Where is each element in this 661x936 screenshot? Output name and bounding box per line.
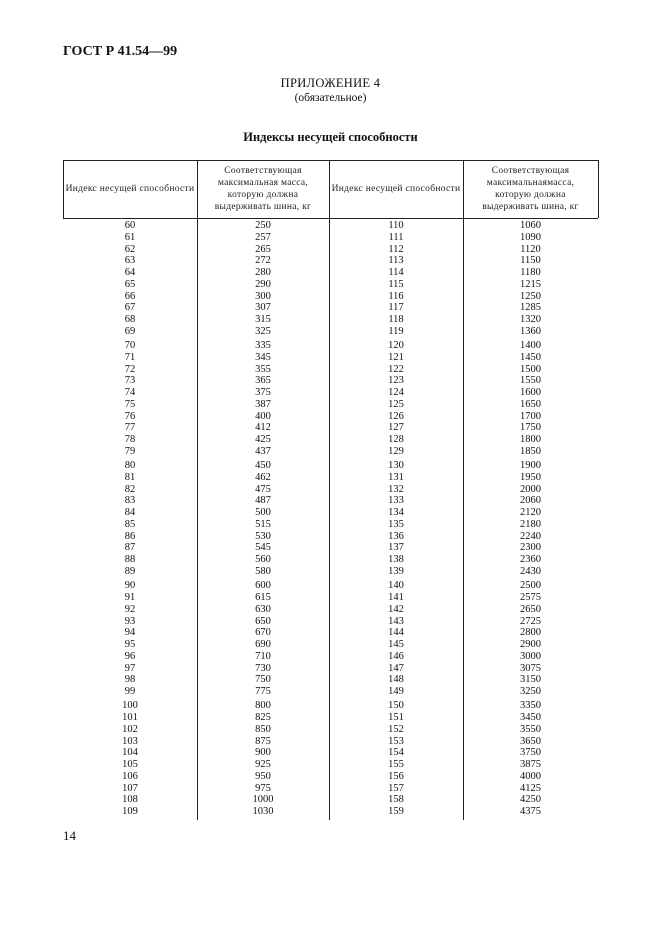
cell-load-index: 154 [388, 747, 404, 759]
cell-load-index: 100 [122, 700, 138, 712]
cell-load-index: 135 [388, 518, 404, 530]
cell-max-mass: 3075 [520, 662, 541, 674]
cell-load-index: 121 [388, 351, 404, 363]
cell-max-mass: 900 [255, 747, 271, 759]
cell-load-index: 66 [124, 290, 136, 302]
cell-max-mass: 1180 [520, 267, 541, 278]
cell-load-index: 148 [388, 674, 404, 686]
cell-load-index: 144 [388, 627, 404, 639]
cell-load-index: 108 [122, 794, 138, 806]
cell-max-mass: 1120 [520, 243, 541, 255]
table-row [63, 352, 598, 364]
cell-load-index: 88 [124, 554, 136, 566]
cell-load-index: 104 [122, 747, 138, 759]
cell-load-index: 143 [388, 615, 404, 627]
cell-max-mass: 800 [255, 700, 271, 712]
table-row [63, 507, 598, 519]
table-right-border [598, 160, 599, 218]
cell-max-mass: 475 [255, 483, 271, 495]
table-row [63, 794, 598, 806]
cell-load-index: 93 [124, 615, 136, 627]
cell-load-index: 61 [124, 231, 136, 243]
cell-max-mass: 2650 [520, 603, 541, 615]
cell-load-index: 65 [124, 278, 136, 290]
table-row [63, 806, 598, 818]
cell-max-mass: 750 [255, 674, 271, 686]
cell-load-index: 74 [124, 387, 136, 399]
cell-max-mass: 615 [255, 592, 271, 604]
cell-load-index: 112 [388, 243, 404, 255]
table-row [63, 326, 598, 338]
cell-load-index: 118 [388, 314, 404, 325]
cell-max-mass: 690 [255, 639, 271, 651]
cell-max-mass: 1030 [252, 806, 274, 818]
cell-max-mass: 1450 [520, 351, 541, 363]
table-row [63, 531, 598, 543]
cell-max-mass: 450 [255, 460, 271, 472]
cell-load-index: 102 [122, 723, 138, 735]
cell-max-mass: 1950 [520, 471, 541, 483]
cell-max-mass: 1060 [520, 220, 541, 231]
cell-load-index: 133 [388, 495, 404, 507]
table-row [63, 399, 598, 411]
cell-max-mass: 775 [255, 686, 271, 698]
cell-load-index: 79 [124, 445, 136, 457]
header-bottom-border [63, 218, 598, 219]
cell-max-mass: 365 [255, 375, 271, 387]
cell-max-mass: 1900 [520, 460, 541, 472]
cell-max-mass: 335 [255, 340, 271, 352]
cell-max-mass: 710 [255, 650, 271, 662]
cell-max-mass: 2120 [520, 507, 541, 519]
table-row [63, 592, 598, 604]
document-id: ГОСТ Р 41.54—99 [63, 44, 178, 59]
cell-load-index: 91 [124, 592, 136, 604]
table-row [63, 736, 598, 748]
cell-max-mass: 580 [255, 565, 271, 577]
cell-max-mass: 2800 [520, 627, 541, 639]
table-row [63, 724, 598, 736]
cell-max-mass: 2360 [520, 554, 541, 566]
cell-load-index: 129 [388, 445, 404, 457]
cell-max-mass: 1700 [520, 410, 541, 422]
cell-max-mass: 1320 [520, 314, 541, 325]
page-number: 14 [63, 828, 76, 843]
cell-load-index: 75 [124, 398, 136, 410]
cell-max-mass: 530 [255, 530, 271, 542]
cell-max-mass: 3150 [520, 674, 541, 686]
cell-max-mass: 1150 [520, 255, 541, 267]
cell-max-mass: 1550 [520, 375, 541, 387]
cell-max-mass: 257 [255, 231, 271, 243]
table-row [63, 255, 598, 267]
cell-load-index: 156 [388, 770, 404, 782]
cell-max-mass: 825 [255, 712, 271, 724]
cell-load-index: 84 [124, 507, 136, 519]
table-row [63, 244, 598, 256]
cell-load-index: 67 [124, 302, 136, 314]
cell-max-mass: 2060 [520, 495, 541, 507]
cell-max-mass: 2180 [520, 518, 541, 530]
cell-load-index: 87 [124, 542, 136, 554]
cell-max-mass: 500 [255, 507, 271, 519]
table-row [63, 663, 598, 675]
cell-max-mass: 1090 [520, 231, 541, 243]
table-row [63, 651, 598, 663]
cell-load-index: 98 [124, 674, 136, 686]
cell-max-mass: 387 [255, 398, 271, 410]
cell-max-mass: 3875 [520, 759, 541, 771]
cell-max-mass: 1250 [520, 290, 541, 302]
table-row [63, 460, 598, 472]
cell-max-mass: 3750 [520, 747, 541, 759]
cell-load-index: 72 [124, 363, 136, 375]
cell-load-index: 64 [124, 267, 136, 278]
cell-max-mass: 1850 [520, 445, 541, 457]
cell-max-mass: 875 [255, 735, 271, 747]
cell-load-index: 62 [124, 243, 136, 255]
cell-max-mass: 4250 [520, 794, 541, 806]
cell-load-index: 96 [124, 650, 136, 662]
cell-max-mass: 1285 [520, 302, 541, 314]
cell-max-mass: 730 [255, 662, 271, 674]
cell-max-mass: 4000 [520, 770, 541, 782]
load-index-table [63, 160, 598, 820]
cell-max-mass: 3450 [520, 712, 541, 724]
cell-load-index: 137 [388, 542, 404, 554]
cell-max-mass: 1000 [252, 794, 274, 806]
cell-load-index: 103 [122, 735, 138, 747]
cell-load-index: 132 [388, 483, 404, 495]
cell-load-index: 85 [124, 518, 136, 530]
table-row [63, 783, 598, 795]
table-row [63, 484, 598, 496]
cell-max-mass: 1750 [520, 422, 541, 434]
cell-load-index: 139 [388, 565, 404, 577]
cell-load-index: 138 [388, 554, 404, 566]
cell-load-index: 109 [122, 806, 138, 818]
cell-load-index: 140 [388, 580, 404, 592]
table-row [63, 302, 598, 314]
cell-max-mass: 2300 [520, 542, 541, 554]
cell-load-index: 63 [124, 255, 136, 267]
column-header-mass-2: Соответствующая максимальнаямасса, которую должна выдерживать шина, кг [482, 166, 579, 212]
cell-load-index: 92 [124, 603, 136, 615]
cell-load-index: 153 [388, 735, 404, 747]
table-row [63, 771, 598, 783]
cell-load-index: 151 [388, 712, 404, 724]
table-row [63, 232, 598, 244]
cell-load-index: 77 [124, 422, 136, 434]
cell-load-index: 159 [388, 806, 404, 818]
cell-max-mass: 1600 [520, 387, 541, 399]
cell-load-index: 95 [124, 639, 136, 651]
cell-load-index: 149 [388, 686, 404, 698]
cell-max-mass: 1800 [520, 434, 541, 446]
appendix-status: (обязательное) [294, 92, 367, 104]
cell-max-mass: 925 [255, 759, 271, 771]
cell-load-index: 115 [388, 278, 404, 290]
cell-load-index: 134 [388, 507, 404, 519]
cell-load-index: 60 [124, 220, 136, 231]
cell-load-index: 107 [122, 782, 138, 794]
cell-load-index: 99 [124, 686, 136, 698]
cell-load-index: 69 [124, 325, 136, 337]
cell-max-mass: 250 [255, 220, 271, 231]
cell-max-mass: 315 [255, 314, 271, 325]
cell-load-index: 120 [388, 340, 404, 352]
cell-max-mass: 1400 [520, 340, 541, 352]
table-body [63, 220, 598, 818]
cell-load-index: 123 [388, 375, 404, 387]
table-row [63, 686, 598, 698]
cell-load-index: 157 [388, 782, 404, 794]
cell-load-index: 127 [388, 422, 404, 434]
cell-max-mass: 560 [255, 554, 271, 566]
table-row [63, 434, 598, 446]
table-row [63, 554, 598, 566]
cell-max-mass: 2430 [520, 565, 541, 577]
cell-load-index: 94 [124, 627, 136, 639]
cell-load-index: 76 [124, 410, 136, 422]
cell-max-mass: 355 [255, 363, 271, 375]
cell-max-mass: 600 [255, 580, 271, 592]
table-title: Индексы несущей способности [243, 130, 418, 144]
cell-load-index: 106 [122, 770, 138, 782]
cell-load-index: 86 [124, 530, 136, 542]
cell-max-mass: 1215 [520, 278, 541, 290]
cell-max-mass: 2575 [520, 592, 541, 604]
cell-load-index: 82 [124, 483, 136, 495]
cell-max-mass: 2900 [520, 639, 541, 651]
table-row [63, 700, 598, 712]
cell-max-mass: 307 [255, 302, 271, 314]
table-row [63, 267, 598, 279]
cell-max-mass: 3250 [520, 686, 541, 698]
cell-max-mass: 300 [255, 290, 271, 302]
column-header-index-2: Индекс несущей способности [331, 184, 461, 194]
cell-max-mass: 425 [255, 434, 271, 446]
table-row [63, 340, 598, 352]
table-row [63, 616, 598, 628]
table-row [63, 759, 598, 771]
cell-load-index: 83 [124, 495, 136, 507]
cell-load-index: 78 [124, 434, 136, 446]
cell-load-index: 146 [388, 650, 404, 662]
cell-load-index: 125 [388, 398, 404, 410]
cell-max-mass: 545 [255, 542, 271, 554]
cell-max-mass: 1360 [520, 325, 541, 337]
cell-load-index: 97 [124, 662, 136, 674]
table-row [63, 291, 598, 303]
cell-load-index: 90 [124, 580, 136, 592]
cell-max-mass: 400 [255, 410, 271, 422]
cell-load-index: 105 [122, 759, 138, 771]
cell-load-index: 119 [388, 325, 404, 337]
cell-max-mass: 272 [255, 255, 271, 267]
cell-load-index: 152 [388, 723, 404, 735]
cell-load-index: 101 [122, 712, 138, 724]
table-row [63, 411, 598, 423]
cell-load-index: 128 [388, 434, 404, 446]
cell-max-mass: 487 [255, 495, 271, 507]
cell-load-index: 155 [388, 759, 404, 771]
table-row [63, 712, 598, 724]
cell-max-mass: 462 [255, 471, 271, 483]
cell-max-mass: 670 [255, 627, 271, 639]
cell-load-index: 70 [124, 340, 136, 352]
table-row [63, 375, 598, 387]
cell-load-index: 73 [124, 375, 136, 387]
table-row [63, 314, 598, 326]
cell-load-index: 116 [388, 290, 404, 302]
table-row [63, 747, 598, 759]
cell-load-index: 81 [124, 471, 136, 483]
cell-max-mass: 3550 [520, 723, 541, 735]
cell-load-index: 145 [388, 639, 404, 651]
table-row [63, 580, 598, 592]
cell-max-mass: 290 [255, 278, 271, 290]
table-row [63, 627, 598, 639]
cell-load-index: 68 [124, 314, 136, 325]
cell-load-index: 117 [388, 302, 404, 314]
cell-load-index: 80 [124, 460, 136, 472]
cell-max-mass: 345 [255, 351, 271, 363]
cell-max-mass: 280 [255, 267, 271, 278]
cell-load-index: 71 [124, 351, 136, 363]
table-row [63, 446, 598, 458]
cell-load-index: 124 [388, 387, 404, 399]
cell-load-index: 141 [388, 592, 404, 604]
cell-max-mass: 265 [255, 243, 271, 255]
cell-max-mass: 1650 [520, 398, 541, 410]
cell-load-index: 110 [388, 220, 404, 231]
cell-max-mass: 2000 [520, 483, 541, 495]
cell-max-mass: 375 [255, 387, 271, 399]
cell-load-index: 130 [388, 460, 404, 472]
cell-load-index: 111 [388, 231, 404, 243]
cell-max-mass: 3000 [520, 650, 541, 662]
table-row [63, 519, 598, 531]
cell-max-mass: 3350 [520, 700, 541, 712]
cell-max-mass: 2500 [520, 580, 541, 592]
table-row [63, 422, 598, 434]
cell-max-mass: 3650 [520, 735, 541, 747]
cell-max-mass: 630 [255, 603, 271, 615]
table-row [63, 542, 598, 554]
cell-max-mass: 2240 [520, 530, 541, 542]
cell-max-mass: 4125 [520, 782, 541, 794]
cell-max-mass: 412 [255, 422, 271, 434]
cell-max-mass: 4375 [520, 806, 541, 818]
cell-load-index: 113 [388, 255, 404, 267]
cell-max-mass: 850 [255, 723, 271, 735]
table-row [63, 495, 598, 507]
table-row [63, 674, 598, 686]
cell-max-mass: 437 [255, 445, 271, 457]
cell-load-index: 131 [388, 471, 404, 483]
cell-load-index: 147 [388, 662, 404, 674]
appendix-label: ПРИЛОЖЕНИЕ 4 [280, 76, 381, 90]
table-row [63, 364, 598, 376]
table-row [63, 604, 598, 616]
cell-max-mass: 2725 [520, 615, 541, 627]
cell-max-mass: 950 [255, 770, 271, 782]
table-row [63, 387, 598, 399]
table-row [63, 220, 598, 232]
table-row [63, 472, 598, 484]
cell-load-index: 136 [388, 530, 404, 542]
cell-load-index: 126 [388, 410, 404, 422]
cell-load-index: 122 [388, 363, 404, 375]
column-header-mass-1: Соответствующая максимальная масса, которую должна выдерживать шина, кг [214, 166, 312, 212]
cell-max-mass: 1500 [520, 363, 541, 375]
cell-max-mass: 975 [255, 782, 271, 794]
column-header-index-1: Индекс несущей способности [65, 184, 195, 194]
cell-max-mass: 325 [255, 325, 271, 337]
table-row [63, 639, 598, 651]
cell-load-index: 150 [388, 700, 404, 712]
cell-max-mass: 650 [255, 615, 271, 627]
cell-load-index: 158 [388, 794, 404, 806]
cell-load-index: 142 [388, 603, 404, 615]
table-row [63, 566, 598, 578]
cell-load-index: 114 [388, 267, 404, 278]
cell-load-index: 89 [124, 565, 136, 577]
cell-max-mass: 515 [255, 518, 271, 530]
table-row [63, 279, 598, 291]
